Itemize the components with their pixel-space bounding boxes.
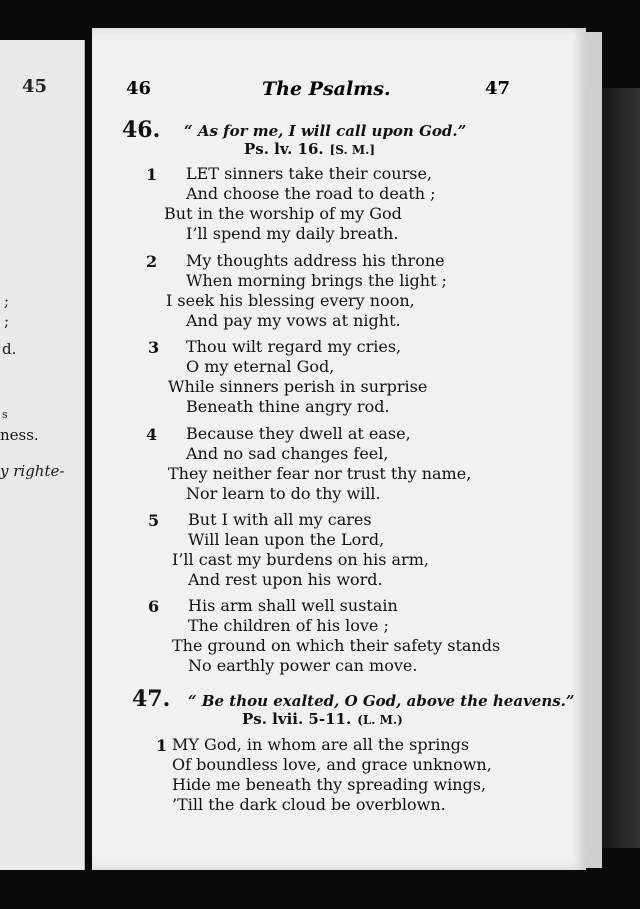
verse-line: Of boundless love, and grace unknown,	[172, 755, 492, 774]
page-title: The Psalms.	[262, 78, 391, 100]
page-number-left: 46	[126, 78, 152, 99]
verse-line: I’ll spend my daily breath.	[186, 224, 399, 243]
verse-number: 6	[148, 597, 160, 616]
hymn-number: 46.	[122, 117, 161, 143]
book-page	[92, 28, 586, 870]
scripture-ref: Ps. lv. 16.	[244, 140, 324, 158]
verse-line: Beneath thine angry rod.	[186, 397, 390, 416]
verse-number: 5	[148, 511, 160, 530]
verse-line: My thoughts address his throne	[186, 251, 445, 270]
verse-line: MY God, in whom are all the springs	[172, 735, 470, 754]
verse-line: The children of his love ;	[188, 616, 389, 635]
meter: [S. M.]	[329, 143, 376, 157]
verse-line: His arm shall well sustain	[188, 596, 398, 615]
verse-line: I’ll cast my burdens on his arm,	[172, 550, 429, 569]
hymn-reference	[244, 140, 375, 158]
hymn-reference	[242, 710, 403, 728]
show-through	[580, 88, 640, 848]
verse-line: When morning brings the light ;	[186, 271, 447, 290]
verse-line: LET sinners take their course,	[186, 164, 432, 183]
verse-line: And no sad changes feel,	[186, 444, 389, 463]
verse-number: 2	[146, 252, 158, 271]
verse-line: Will lean upon the Lord,	[188, 530, 385, 549]
page-number-right: 47	[485, 78, 511, 99]
verse-number: 3	[148, 338, 160, 357]
verse-number: 4	[146, 425, 158, 444]
verse-line: But I with all my cares	[188, 510, 372, 529]
verse-line: But in the worship of my God	[164, 204, 402, 223]
left-page	[0, 40, 85, 870]
verse-line: ’Till the dark cloud be overblown.	[172, 795, 446, 814]
verse-line: Nor learn to do thy will.	[186, 484, 381, 503]
verse-line: Hide me beneath thy spreading wings,	[172, 775, 487, 794]
meter: (L. M.)	[357, 713, 403, 727]
left-fragment: s	[2, 408, 8, 421]
verse-line: And choose the road to death ;	[186, 184, 436, 203]
left-page-number: 45	[22, 76, 48, 97]
scripture-ref: Ps. lvii. 5-11.	[242, 710, 352, 728]
hymn-number: 47.	[132, 686, 171, 712]
hymn-epigraph: “ As for me, I will call upon God.”	[184, 122, 467, 140]
left-fragment: d.	[2, 340, 17, 358]
verse-line: And rest upon his word.	[188, 570, 383, 589]
left-fragment: ;	[4, 312, 10, 330]
left-fragment: ness.	[0, 426, 39, 444]
verse-line: Thou wilt regard my cries,	[186, 337, 402, 356]
verse-line: The ground on which their safety stands	[172, 636, 501, 655]
verse-line: I seek his blessing every noon,	[166, 291, 415, 310]
verse-line: And pay my vows at night.	[186, 311, 401, 330]
verse-line: O my eternal God,	[186, 357, 335, 376]
verse-line: While sinners perish in surprise	[168, 377, 428, 396]
verse-number: 1	[146, 165, 158, 184]
left-fragment: ;	[4, 292, 10, 310]
verse-line: Because they dwell at ease,	[186, 424, 411, 443]
verse-line: They neither fear nor trust thy name,	[168, 464, 472, 483]
running-header	[92, 78, 586, 102]
verse-number: 1	[156, 736, 168, 755]
verse-line: No earthly power can move.	[188, 656, 418, 675]
left-fragment: y righte-	[0, 462, 65, 480]
hymn-epigraph: “ Be thou exalted, O God, above the heavens.”	[188, 692, 575, 710]
